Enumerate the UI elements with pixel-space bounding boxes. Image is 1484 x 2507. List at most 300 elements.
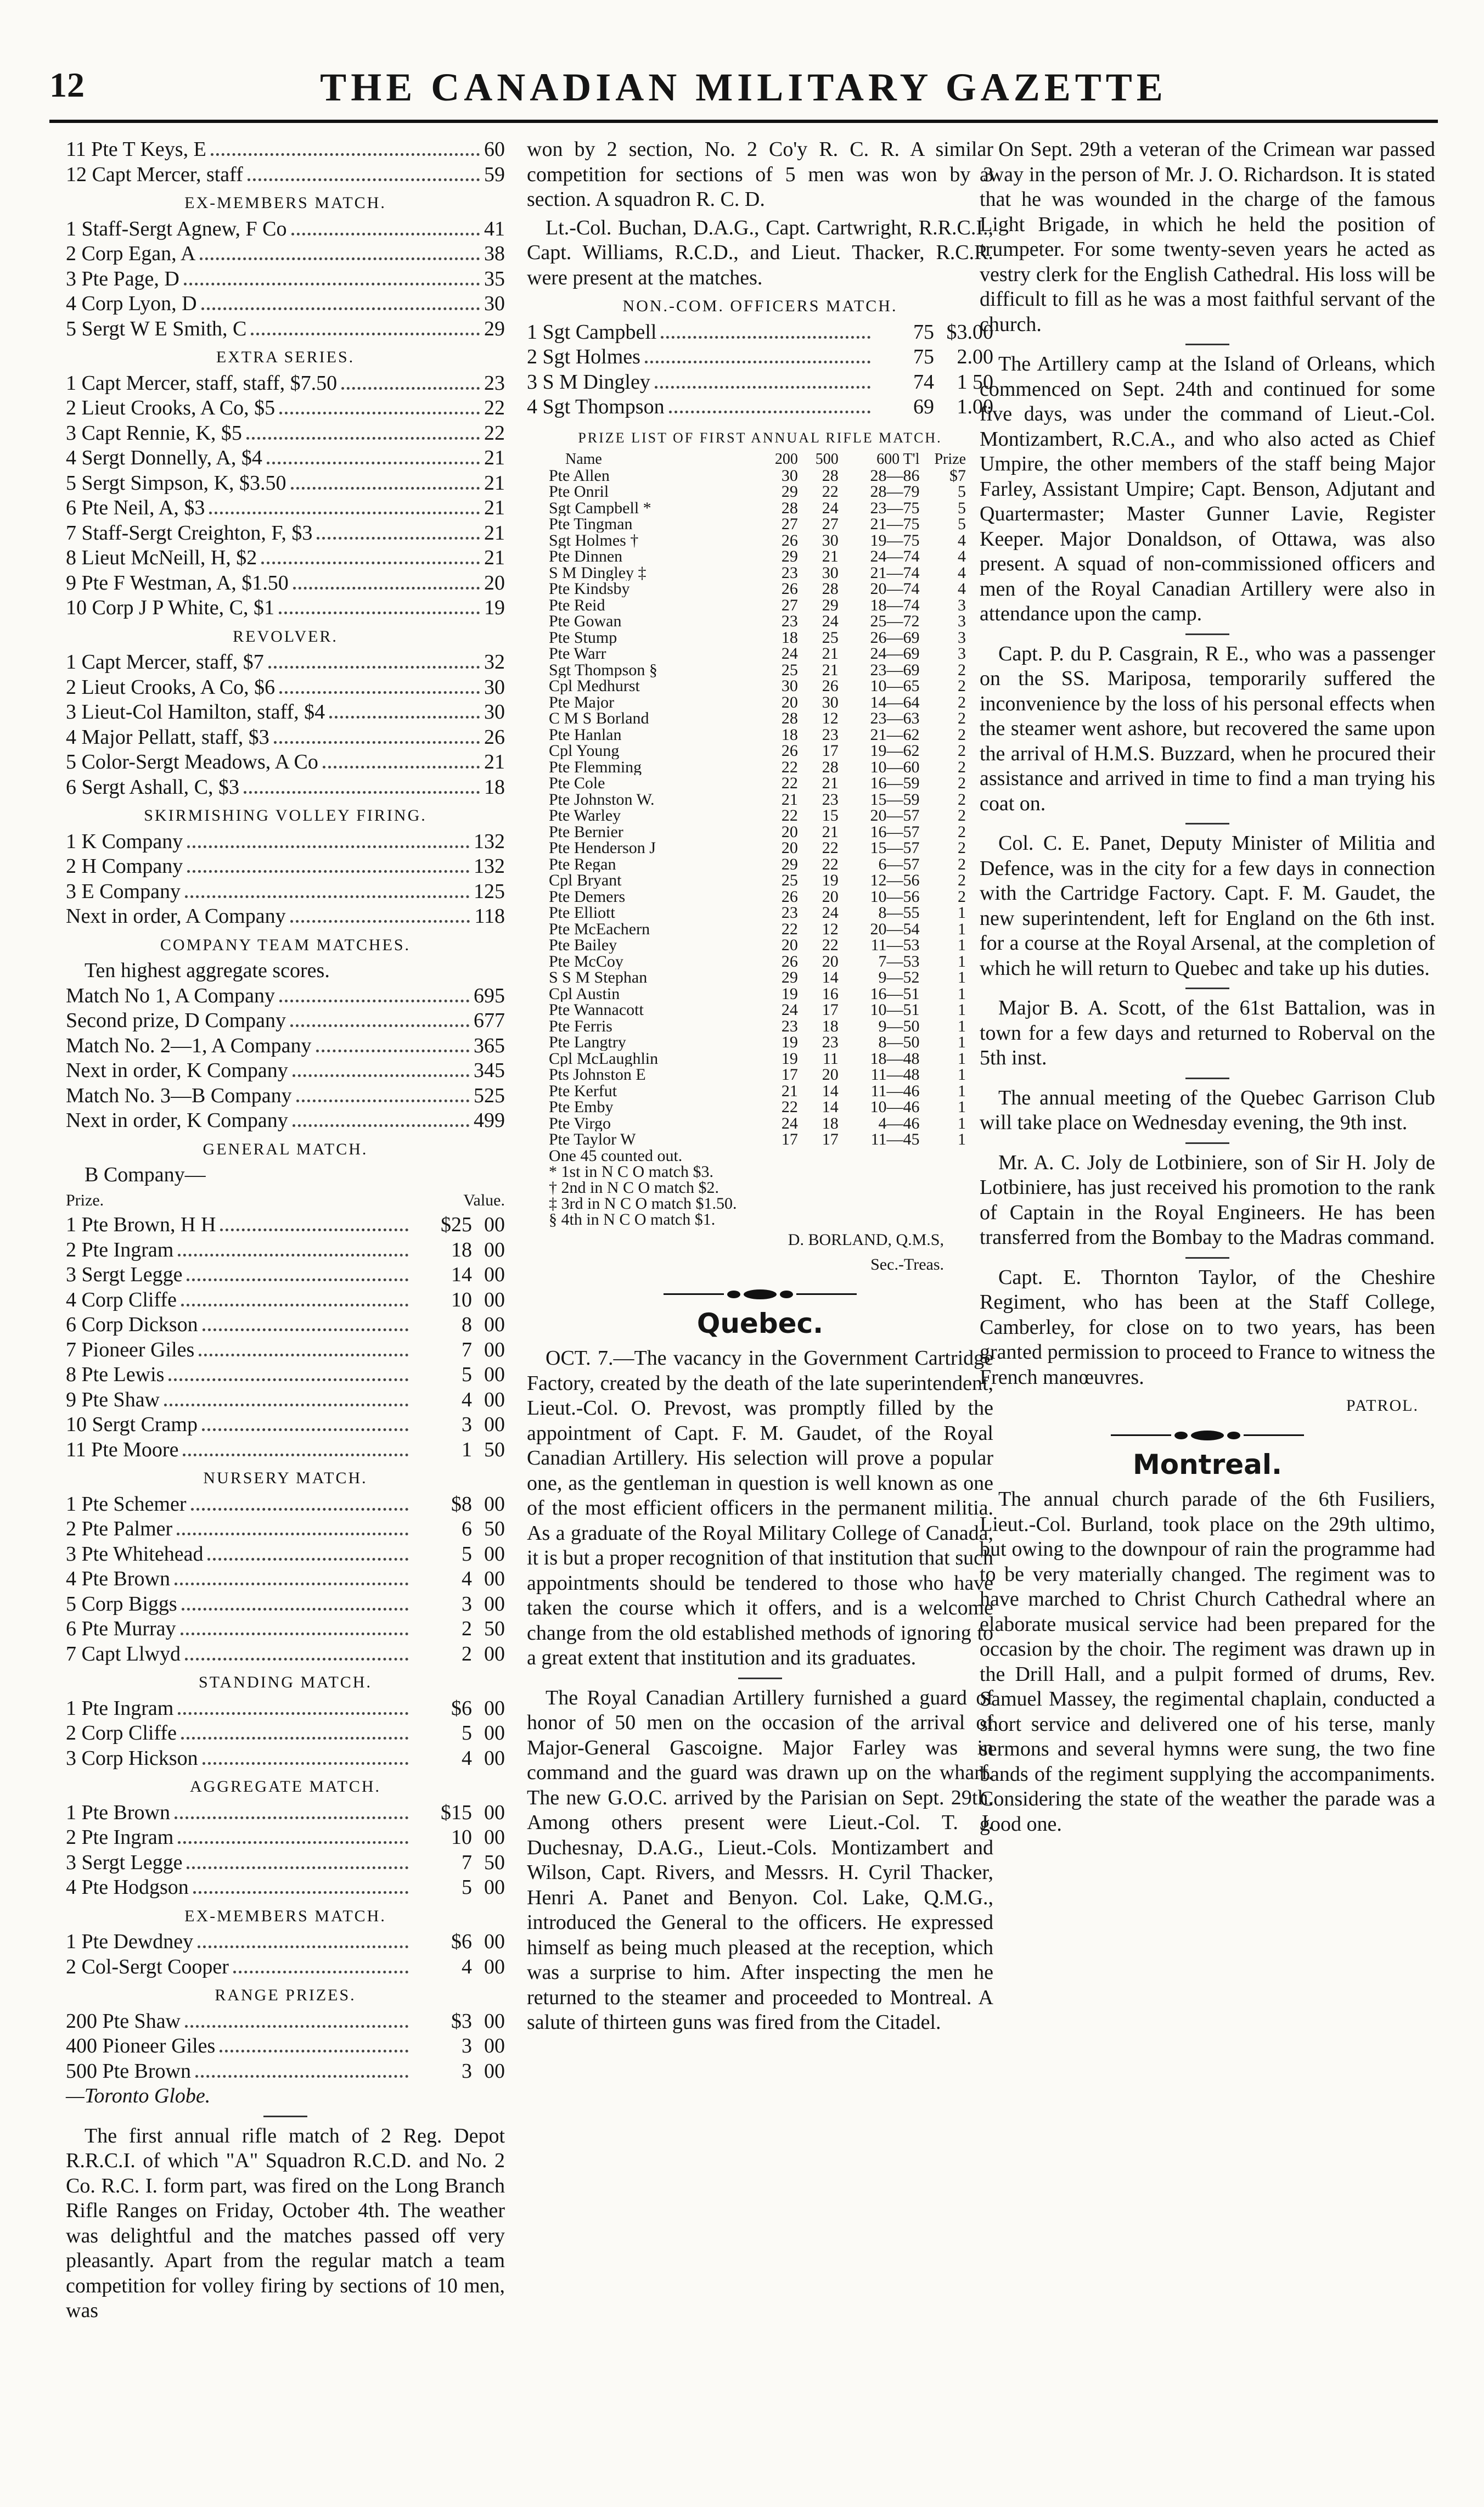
result-score: 60 [484,138,505,161]
leader-dots [164,1404,408,1406]
competitor-name-text: Pte Hanlan [549,726,622,743]
prize-dollars: 10 [451,1288,472,1311]
score-200: 17 [781,1130,798,1148]
prize-amount: 1 [958,919,966,938]
result-name: 2 Lieut Crooks, A Co, $5 [66,396,276,419]
result-score: 20 [484,571,505,594]
score-600-total: 7—53 [878,952,920,971]
prize-cents: 00 [484,2009,505,2033]
result-name: 9 Pte F Westman, A, $1.50 [66,571,289,594]
result-prize: 2.00 [957,345,993,368]
score-600-total: 21—74 [870,563,920,582]
newspaper-title: THE CANADIAN MILITARY GAZETTE [320,65,1167,109]
score-600-total: 16—59 [870,774,920,792]
prize-amount: 2 [958,839,966,857]
col3-paragraph-8: Capt. E. Thornton Taylor, of the Cheshire Regiment, who has been at the Staff College, Camberley, for close on to two years, has been granted permission to proceed to France to witness the French manœuvres. [980,1265,1435,1389]
score-200: 20 [781,693,798,711]
score-200: 27 [781,515,798,533]
leader-dots [184,283,480,285]
prize-cents: 00 [484,1696,505,1720]
column-2 [527,137,993,2039]
prize-list-row [549,759,966,776]
header-rule [49,120,1438,123]
value-col-label: Value. [463,1191,505,1209]
result-row [66,1263,505,1288]
rifle-match-paragraph: The first annual rifle match of 2 Reg. Depot R.R.C.I. of which "A" Squadron R.C.D. and No. 2 Co. R.C. I. form part, was fired on the Long Branch Rifle Ranges on Friday, October 4th. The weather was delightful and the matches passed off very pleasantly. Apart from the regular match a team competition for volley firing by sections of 10 men, was [66,2124,505,2322]
competitor-name [549,759,757,776]
score-200: 22 [781,1098,798,1116]
score-500: 15 [822,806,839,825]
result-score: 30 [484,700,505,724]
score-200: 19 [781,1049,798,1068]
prize-list-row [549,840,966,856]
result-row [66,162,505,188]
leader-dots [187,1278,408,1281]
prize-amount: 3 [958,596,966,614]
result-score: 75 [913,320,934,344]
score-200: 26 [781,887,798,906]
competitor-name-text: Cpl Young [549,743,620,759]
leader-dots [669,411,870,413]
competitor-name [549,921,757,938]
score-600-total: 9—52 [878,968,920,986]
prize-dollars: 3 [462,2034,472,2057]
score-600-total: 10—56 [870,887,920,906]
result-score: 18 [484,775,505,799]
revolver-heading: REVOLVER. [233,627,338,646]
result-row [66,1617,505,1642]
standing-heading: STANDING MATCH. [199,1673,372,1691]
leader-dots [177,1533,408,1535]
prize-amount: 1 [958,1017,966,1035]
prize-cents: 00 [484,1213,505,1236]
page-number: 12 [49,65,85,104]
score-200: 17 [781,1065,798,1084]
prize-amount: 5 [958,515,966,533]
score-200: 29 [781,483,798,501]
col3-paragraph-4: Col. C. E. Panet, Deputy Minister of Militia and Defence, was in the city for a few days in connection with the Cartridge Factory. Capt. F. M. Gaudet, the new superintendent, left for England on the 6th inst. for a course at the Royal Arsenal, at the completion of which he will return to Quebec and take up his duties. [980,832,1435,980]
result-row [66,1930,505,1955]
score-200: 20 [781,839,798,857]
result-row [66,904,505,929]
prize-cents: 50 [484,1438,505,1461]
prize-cents: 00 [484,2059,505,2083]
prize-cents: 00 [484,1263,505,1286]
prize-amount: 1 [958,1098,966,1116]
prize-list-notes [549,1148,993,1227]
result-name: 1 Pte Dewdney [66,1930,194,1953]
signoff: PATROL. [1346,1396,1419,1415]
prize-dollars: 1 [462,1438,472,1461]
score-500: 24 [822,612,839,630]
result-score: 21 [484,496,505,519]
prize-cents: 00 [484,1338,505,1361]
competitor-name-text: Cpl Medhurst [549,678,640,694]
signature: D. BORLAND, Q.M.S, [788,1230,944,1249]
result-name: 7 Pioneer Giles [66,1338,195,1361]
prize-list-row [549,775,966,792]
prize-cents: 00 [484,1746,505,1770]
leader-dots [317,537,480,540]
result-row [66,242,505,267]
prize-cents: 00 [484,1388,505,1411]
competitor-name [549,532,757,549]
score-600-total: 8—55 [878,904,920,922]
prize-dollars: 7 [462,1338,472,1361]
prize-cents: 00 [484,1567,505,1590]
prize-cents: 00 [484,1313,505,1336]
score-600-total: 14—64 [870,693,920,711]
prize-list-row [549,597,966,614]
result-score: 525 [474,1084,505,1107]
score-500: 20 [822,1065,839,1084]
prize-dollars: 10 [451,1826,472,1849]
score-600-total: 9—50 [878,1017,920,1035]
column-1 [66,137,505,2327]
prize-amount: 1 [958,1001,966,1019]
score-200: 18 [781,628,798,647]
competitor-name-text: Pte Emby [549,1099,614,1115]
result-row [66,1517,505,1542]
competitor-name-text: Sgt Campbell * [549,500,651,516]
result-row [66,700,505,725]
competitor-name-text: Pte Kerfut [549,1083,617,1099]
result-name: 500 Pte Brown [66,2059,191,2083]
prize-amount: 1 [958,984,966,1003]
prize-list-row [549,565,966,581]
ex-members2-heading: EX-MEMBERS MATCH. [184,1906,386,1925]
prize-list-row [549,824,966,840]
leader-dots [207,1558,408,1561]
score-600-total: 11—45 [870,1130,920,1148]
score-200: 24 [781,644,798,663]
score-500: 14 [822,1081,839,1100]
prize-list-row [549,1018,966,1035]
leader-dots [261,562,480,564]
result-row [66,2059,505,2084]
prize-col-label: Prize. [66,1191,104,1209]
score-500: 14 [822,1098,839,1116]
prize-list-row [549,581,966,597]
prize-list-row [549,1067,966,1083]
result-row [66,1362,505,1388]
leader-dots [645,361,870,363]
score-200: 24 [781,1001,798,1019]
competitor-name [549,1018,757,1035]
result-name: 6 Pte Neil, A, $3 [66,496,205,519]
score-200: 21 [781,790,798,809]
result-row [66,471,505,496]
leader-dots [248,178,480,181]
result-row [66,984,505,1009]
prize-list-body [549,468,966,1148]
result-row [527,395,993,420]
result-name: 2 Sgt Holmes [527,345,640,368]
score-600-total: 23—75 [870,498,920,517]
competitor-name [549,807,757,824]
col3-paragraph-5: Major B. A. Scott, of the 61st Battalion, was in town for a few days and returned to Roberval on the 5th inst. [980,996,1435,1069]
score-600-total: 24—69 [870,644,920,663]
result-score: 69 [913,395,934,418]
prize-amount: 2 [958,660,966,679]
general-match-list [66,1213,505,1462]
result-name: 8 Lieut McNeill, H, $2 [66,546,257,569]
prize-cents: 50 [484,1617,505,1640]
score-600-total: 24—74 [870,547,920,565]
leader-dots [195,2075,408,2078]
company-team-intro: Ten highest aggregate scores. [85,959,330,982]
divider [1185,1257,1229,1259]
prize-list-header-row [549,451,966,468]
competitor-name [549,856,757,873]
leader-dots [187,870,469,873]
result-name: 11 Pte T Keys, E [66,138,206,161]
score-500: 21 [822,774,839,792]
prize-dollars: 4 [462,1746,472,1770]
result-row [66,1213,505,1238]
score-600-total: 12—56 [870,871,920,889]
score-600-total: 20—57 [870,806,920,825]
result-name: 4 Sergt Donnelly, A, $4 [66,446,262,469]
prize-amount: 4 [958,580,966,598]
prize-list-row [549,954,966,970]
leader-dots [203,1328,408,1331]
result-row [66,317,505,342]
score-500: 12 [822,919,839,938]
nco-match-list [527,320,993,420]
result-row [66,2009,505,2034]
prize-list-row [549,937,966,954]
source-credit: —Toronto Globe. [66,2084,211,2107]
leader-dots [203,1762,408,1765]
score-500: 23 [822,790,839,809]
score-200: 27 [781,596,798,614]
result-name: 1 Staff-Sergt Agnew, F Co [66,217,287,240]
score-500: 21 [822,644,839,663]
prize-cents: 00 [484,1542,505,1566]
prize-cents: 00 [484,1238,505,1261]
leader-dots [279,412,480,414]
prize-amount: 2 [958,855,966,873]
competitor-name [549,1115,757,1132]
result-score: 23 [484,371,505,395]
result-name: 11 Pte Moore [66,1438,179,1461]
competitor-name [549,548,757,565]
result-name: 3 Capt Rennie, K, $5 [66,421,242,445]
competitor-name-text: Pte Warr [549,646,606,662]
leader-dots [293,1074,469,1077]
result-row [66,1388,505,1413]
competitor-name-text: Pte Johnston W. [549,791,655,807]
result-name: 5 Corp Biggs [66,1592,177,1616]
nursery-list [66,1492,505,1667]
score-500: 24 [822,498,839,517]
prize-cents: 00 [484,1721,505,1745]
score-200: 26 [781,580,798,598]
score-200: 22 [781,758,798,776]
prize-amount: 1 [958,952,966,971]
score-200: 23 [781,904,798,922]
prize-list-row [549,743,966,759]
competitor-name-text: Pte Allen [549,467,610,484]
company-team-heading: COMPANY TEAM MATCHES. [160,935,411,954]
result-row [66,1696,505,1721]
result-row [66,421,505,446]
range-prizes-heading: RANGE PRIZES. [215,1986,356,2004]
result-row [66,1084,505,1109]
score-600-total: 15—57 [870,839,920,857]
result-row [66,750,505,775]
leader-dots [185,2025,408,2028]
leader-dots [175,1816,408,1819]
result-row [66,396,505,421]
leader-dots [178,1841,408,1844]
ex-members-list [66,217,505,342]
prize-note: † 2nd in N C O match $2. [549,1178,719,1197]
score-200: 22 [781,919,798,938]
prize-note: ‡ 3rd in N C O match $1.50. [549,1194,737,1213]
competitor-name-text: Pte Tingman [549,516,633,532]
score-500: 18 [822,1114,839,1132]
score-500: 20 [822,952,839,971]
result-row [66,571,505,596]
prize-cents: 00 [484,1363,505,1386]
competitor-name-text: Pte Langtry [549,1034,626,1051]
competitor-name [549,1002,757,1018]
prize-list-row [549,484,966,500]
leader-dots [323,766,480,769]
col-total: T'l [903,451,920,468]
result-row [66,446,505,471]
result-name: 4 Corp Lyon, D [66,292,197,315]
divider [1185,1078,1229,1079]
prize-amount: 2 [958,790,966,809]
score-200: 28 [781,709,798,727]
score-500: 22 [822,839,839,857]
score-500: 27 [822,515,839,533]
score-200: 26 [781,531,798,549]
prize-note: § 4th in N C O match $1. [549,1210,716,1229]
result-name: 4 Pte Hodgson [66,1876,189,1899]
result-name: 3 S M Dingley [527,370,650,394]
prize-dollars: $6 [451,1930,472,1953]
score-500: 24 [822,904,839,922]
leader-dots [316,1050,469,1052]
score-600-total: 16—57 [870,822,920,841]
general-col-headers [66,1188,505,1213]
score-600-total: 6—57 [878,855,920,873]
result-name: 2 Pte Ingram [66,1826,174,1849]
result-name: 10 Sergt Cramp [66,1413,198,1436]
competitor-name [549,954,757,970]
leader-dots [187,1866,408,1869]
result-name: 1 K Company [66,829,183,853]
revolver-list [66,650,505,800]
result-name: Next in order, A Company [66,905,286,928]
competitor-name-text: Pte McCoy [549,953,623,969]
leader-dots [296,1100,469,1102]
result-name: 2 Pte Palmer [66,1517,173,1540]
competitor-name [549,824,757,840]
prize-list-row [549,662,966,678]
prize-amount: 1 [958,1065,966,1084]
col3-paragraph-6: The annual meeting of the Quebec Garrison Club will take place on Wednesday evening, the 9th inst. [980,1086,1435,1134]
competitor-name [549,500,757,517]
competitor-name [549,727,757,743]
leader-dots [293,1124,469,1127]
prize-cents: 00 [484,1592,505,1616]
competitor-name-text: Pte Warley [549,807,621,824]
score-600-total: 23—69 [870,660,920,679]
general-match-heading: GENERAL MATCH. [203,1140,368,1158]
result-name: 2 Pte Ingram [66,1238,174,1261]
ex-members2-list [66,1930,505,1979]
result-name: 1 Pte Brown [66,1801,170,1824]
score-600-total: 19—75 [870,531,920,549]
result-row [66,1313,505,1338]
result-score: 75 [913,345,934,368]
result-name: 3 Pte Whitehead [66,1542,204,1566]
leader-dots [168,1378,408,1381]
score-200: 23 [781,1017,798,1035]
result-row [66,1642,505,1667]
leader-dots [290,1024,469,1027]
result-name: Match No 1, A Company [66,984,276,1007]
score-500: 21 [822,547,839,565]
prize-cents: 00 [484,1930,505,1953]
prize-dollars: 4 [462,1567,472,1590]
prize-cents: 50 [484,1517,505,1540]
nco-match-heading: NON.-COM. OFFICERS MATCH. [622,297,898,315]
prize-amount: 3 [958,644,966,663]
prize-amount: 2 [958,806,966,825]
result-prize: 1.00 [957,395,993,418]
competitor-name [549,565,757,581]
result-score: 118 [474,905,505,928]
nursery-heading: NURSERY MATCH. [203,1469,368,1487]
score-500: 11 [822,1049,839,1068]
result-name: 6 Pte Murray [66,1617,176,1640]
column-3 [980,137,1435,1840]
result-name: Match No. 3—B Company [66,1084,292,1107]
prize-list-row [549,792,966,808]
leader-dots [181,1304,408,1306]
leader-dots [199,1354,408,1356]
competitor-name [549,694,757,711]
prize-dollars: 3 [462,2059,472,2083]
result-score: 22 [484,421,505,445]
leader-dots [183,1454,408,1456]
prize-dollars: 5 [462,1721,472,1745]
divider [738,1678,782,1679]
result-name: 7 Staff-Sergt Creighton, F, $3 [66,521,313,545]
result-name: 5 Color-Sergt Meadows, A Co [66,750,318,773]
prize-amount: 1 [958,1049,966,1068]
score-600-total: 26—69 [870,628,920,647]
result-name: 2 Corp Cliffe [66,1721,177,1745]
competitor-name [549,969,757,986]
score-500: 23 [822,725,839,744]
leader-dots [191,1508,408,1511]
result-row [66,267,505,292]
col3-paragraph-3: Capt. P. du P. Casgrain, R E., who was a passenger on the SS. Mariposa, temporarily suffered the inconvenience by the loss of his personal effects when the steamer went ashore, but recovered the same upon the arrival of H.M.S. Buzzard, when he procured their assistance and arrived in time to find a man trying his coat on. [980,642,1435,815]
prize-dollars: 5 [462,1876,472,1899]
prize-cents: 00 [484,1826,505,1849]
result-name: Second prize, D Company [66,1009,286,1032]
leader-dots [290,920,470,923]
score-200: 29 [781,547,798,565]
result-score: 35 [484,267,505,290]
